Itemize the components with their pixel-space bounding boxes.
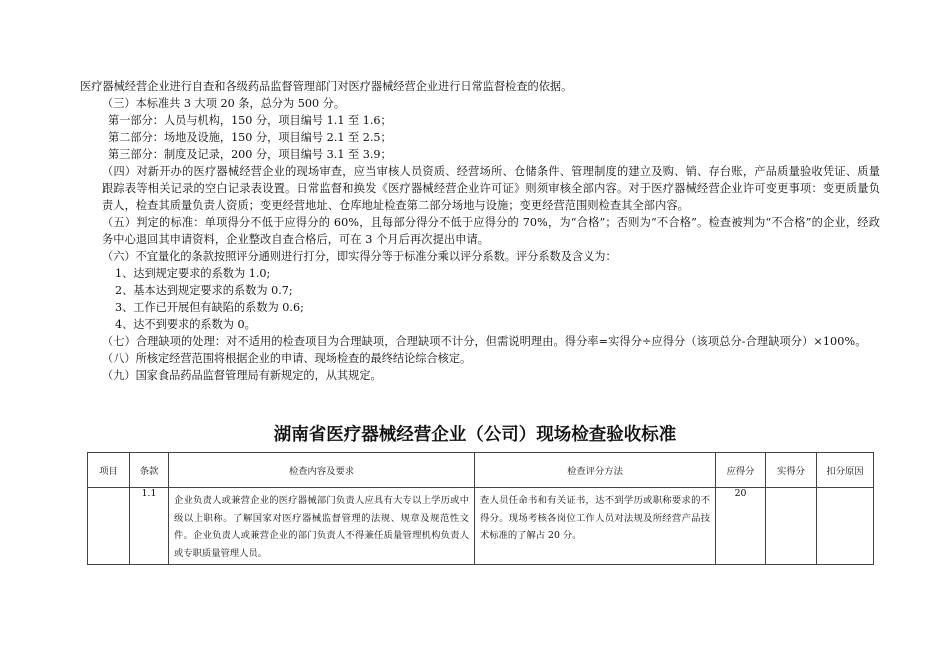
paragraph: 第三部分：制度及记录，200 分，项目编号 3.1 至 3.9； [108,148,392,161]
cell-content [169,488,475,565]
header-clause: 条款 [130,453,169,488]
header-content: 检查内容及要求 [169,453,475,488]
cell-clause: 1.1 [130,488,169,565]
header-score: 应得分 [716,453,766,488]
header-actual: 实得分 [766,453,817,488]
cell-actual [766,488,817,565]
paragraph: （四）对新开办的医疗器械经营企业的现场审查，应当审核人员资质、经营场所、仓储条件、管理制度的建立及购、销、存台账，产品质量验收凭证、质量跟踪表等相关记录的空白记录表设置。日常监督和换发《医疗器械经营企业许可证》则须审核全部内容。对于医疗器械经营企业许可变更事项：变更质量负责人，检查其质量负责人资质；变更经营地址、仓库地址检查第二部分场地与设施；变更经营范围则检查其全部内容。 [102,165,880,212]
paragraph: 2、基本达到规定要求的系数为 0.7; [115,284,293,297]
cell-item [88,488,130,565]
paragraph: 第二部分：场地及设施，150 分，项目编号 2.1 至 2.5； [108,131,392,144]
document-title: 湖南省医疗器械经营企业（公司）现场检查验收标准 [273,425,677,445]
inspection-table [87,452,874,565]
paragraph: 医疗器械经营企业进行自查和各级药品监督管理部门对医疗器械经营企业进行日常监督检查的依据。 [80,80,573,93]
cell-reason [817,488,874,565]
paragraph: （八）所核定经营范围将根据企业的申请、现场检查的最终结论综合核定。 [102,352,472,365]
table-header-row [88,453,874,488]
method-text: 查人员任命书和有关证书，达不到学历或职称要求的不得分。现场考核各岗位工作人员对法规及所经营产品技术标准的了解占 20 分。 [480,495,710,541]
paragraph: （九）国家食品药品监督管理局有新规定的，从其规定。 [102,369,382,382]
paragraph: （七）合理缺项的处理：对不适用的检查项目为合理缺项，合理缺项不计分，但需说明理由。得分率=实得分÷应得分（该项总分-合理缺项分）×100%。 [102,335,867,348]
cell-method [475,488,716,565]
header-item: 项目 [88,453,130,488]
paragraph: 1、达到规定要求的系数为 1.0; [115,267,271,280]
paragraph: 3、工作已开展但有缺陷的系数为 0.6; [115,301,304,314]
cell-score: 20 [716,488,766,565]
paragraph: 4、达不到要求的系数为 0。 [115,318,256,331]
paragraph: （五）判定的标准：单项得分不低于应得分的 60%，且每部分得分不低于应得分的 70%，为“合格”；否则为“不合格”。检查被判为“不合格”的企业，经政务中心退回其申请资料，企业整改自查合格后，可在 3 个月后再次提出申请。 [102,216,880,246]
content-text: 企业负责人或兼营企业的医疗器械部门负责人应具有大专以上学历或中级以上职称。了解国家对医疗器械监督管理的法规、规章及规范性文件。企业负责人或兼营企业的部门负责人不得兼任质量管理机构负责人或专职质量管理人员。 [174,495,469,559]
paragraph: 第一部分：人员与机构，150 分，项目编号 1.1 至 1.6； [108,114,392,127]
paragraph: （三）本标准共 3 大项 20 条，总分为 500 分。 [102,97,346,110]
table-row [88,488,874,565]
intro-text [80,78,880,384]
paragraph: （六）不宜量化的条款按照评分通则进行打分，即实得分等于标准分乘以评分系数。评分系数及含义为： [102,250,617,263]
header-method: 检查评分方法 [475,453,716,488]
header-reason: 扣分原因 [817,453,874,488]
